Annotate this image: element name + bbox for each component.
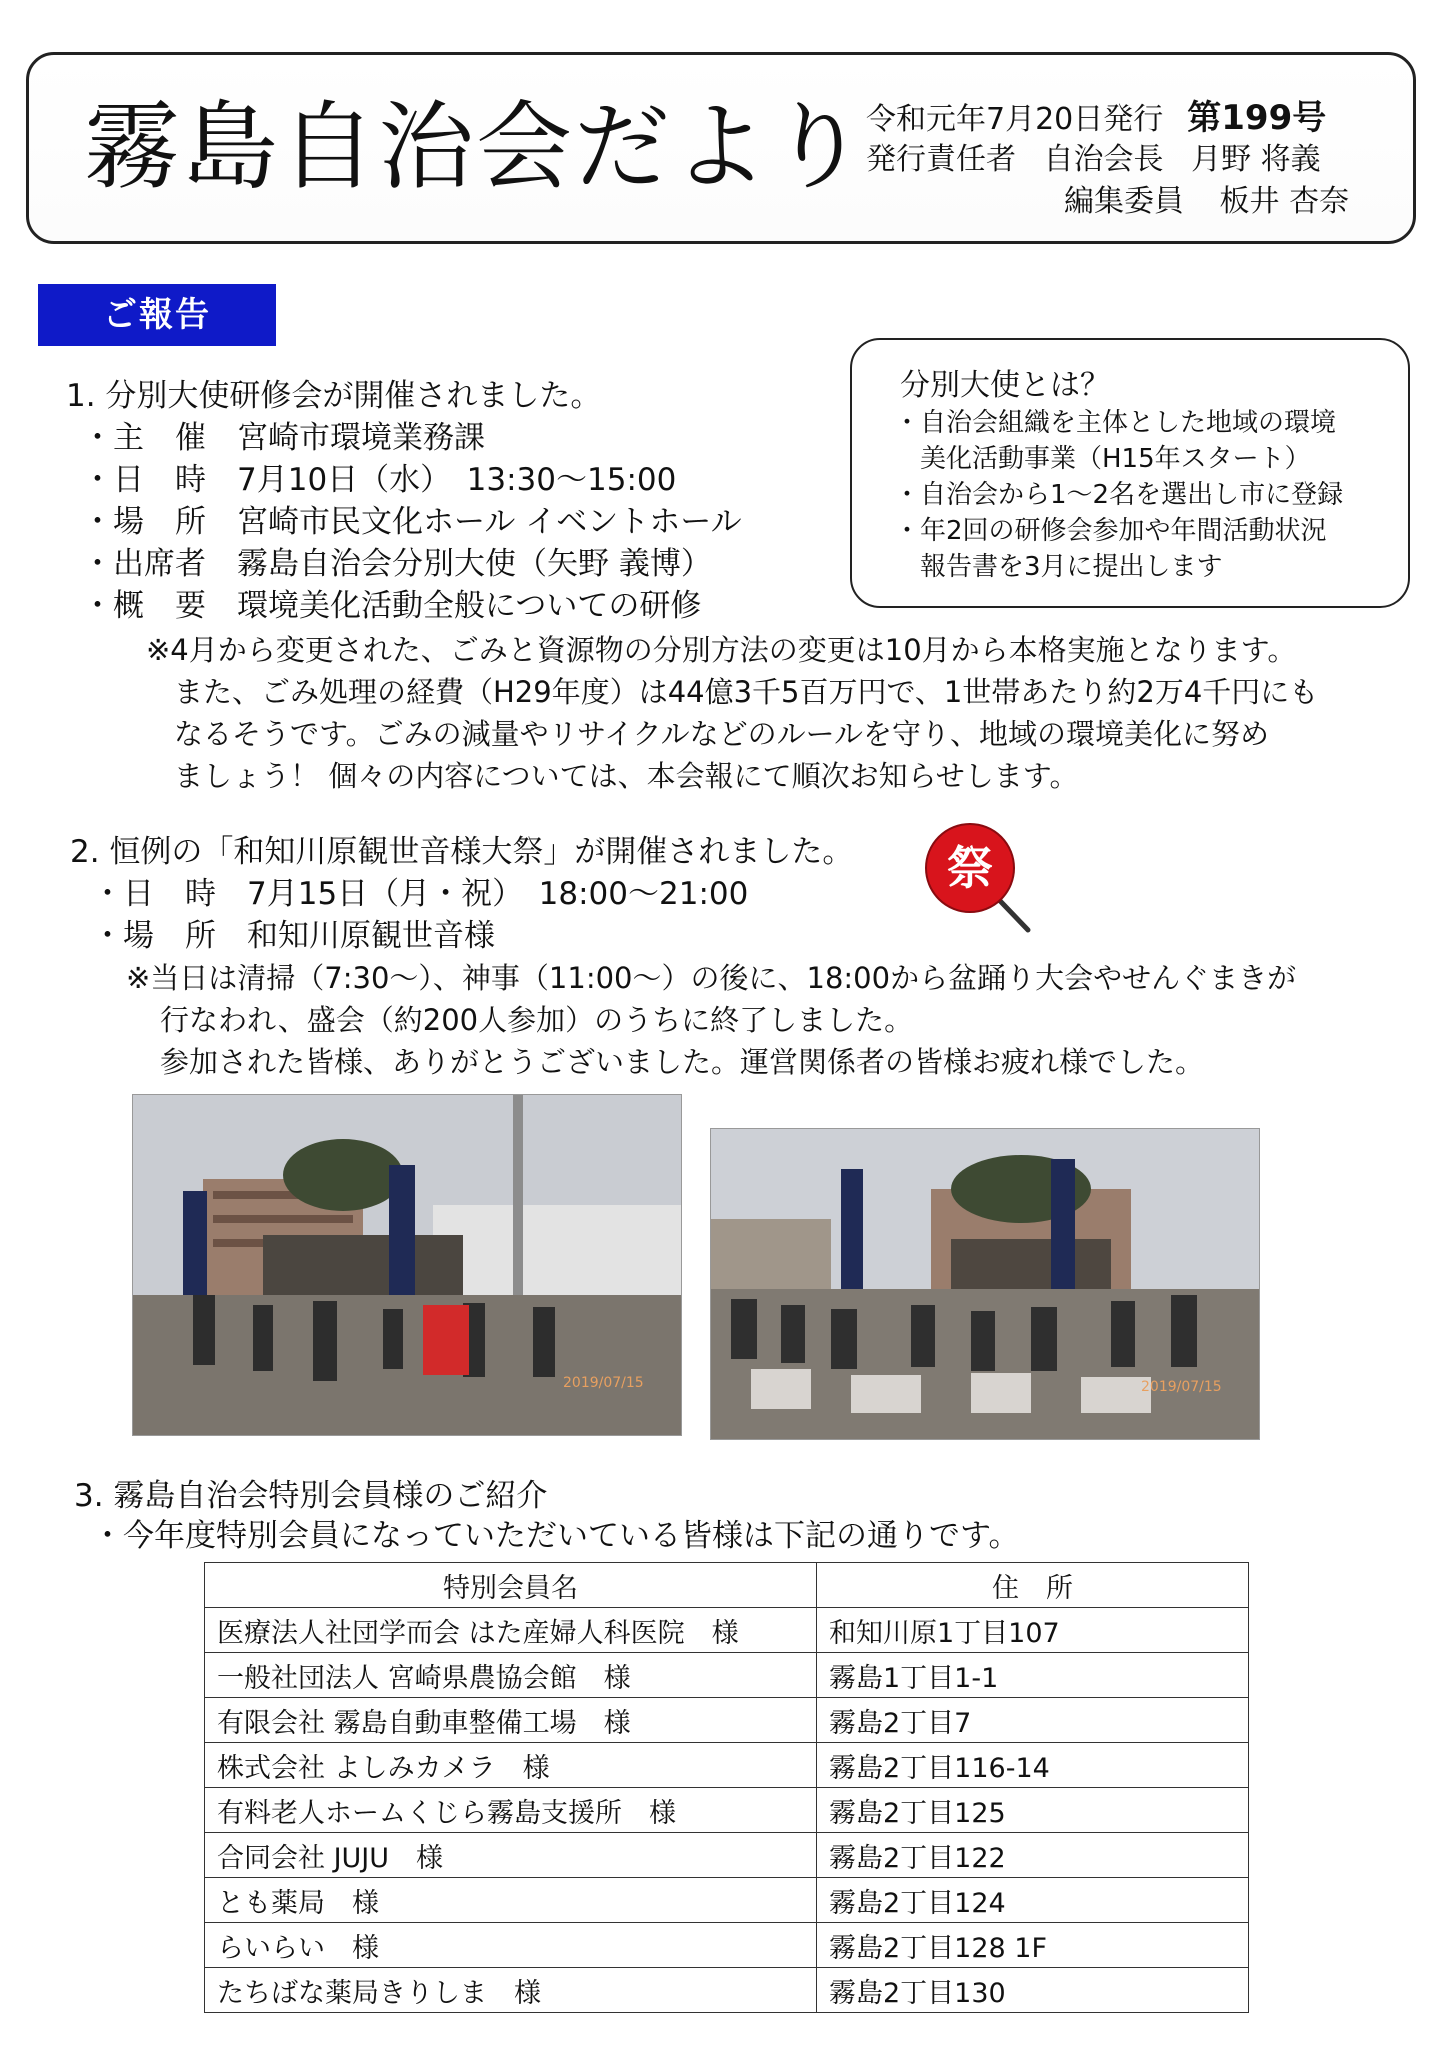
festival-photo-1 xyxy=(132,1094,682,1436)
member-address: 霧島2丁目124 xyxy=(817,1878,1249,1923)
report1-detail: ・主 催 宮崎市環境業務課 xyxy=(82,420,485,456)
report3-subheading: ・今年度特別会員になっていただいている皆様は下記の通りです。 xyxy=(92,1518,1020,1554)
member-address: 霧島2丁目116-14 xyxy=(817,1743,1249,1788)
member-address: 霧島2丁目122 xyxy=(817,1833,1249,1878)
publisher-title: 自治会長 xyxy=(1043,142,1164,177)
publisher-name: 月野 将義 xyxy=(1191,142,1321,177)
report2-heading: 2. 恒例の「和知川原観世音様大祭」が開催されました。 xyxy=(70,834,854,870)
callout-line: ・自治会組織を主体とした地域の環境 xyxy=(894,408,1337,438)
member-name: 株式会社 よしみカメラ 様 xyxy=(205,1743,817,1788)
member-address: 霧島1丁目1-1 xyxy=(817,1653,1249,1698)
festival-photo-2 xyxy=(710,1128,1260,1440)
issue-line xyxy=(866,98,1326,140)
report1-detail: ・概 要 環境美化活動全般についての研修 xyxy=(82,588,702,624)
newsletter-title: 霧島自治会だより xyxy=(84,91,868,203)
photo-date-stamp: 2019/07/15 xyxy=(1141,1379,1222,1395)
table-row xyxy=(205,1878,1249,1923)
table-row xyxy=(205,1968,1249,2013)
issue-number: 第199号 xyxy=(1187,98,1327,138)
fan-kanji: 祭 xyxy=(947,841,993,895)
member-address: 霧島2丁目125 xyxy=(817,1788,1249,1833)
special-members-table xyxy=(204,1562,1249,2013)
table-row xyxy=(205,1653,1249,1698)
member-address: 霧島2丁目7 xyxy=(817,1698,1249,1743)
report2-note: 行なわれ、盛会（約200人参加）のうちに終了しました。 xyxy=(160,1003,914,1037)
publisher-line xyxy=(866,140,1321,180)
photo-date-stamp: 2019/07/15 xyxy=(563,1375,644,1391)
member-address: 霧島2丁目128 1F xyxy=(817,1923,1249,1968)
issue-date: 令和元年7月20日発行 xyxy=(866,102,1164,137)
callout-title: 分別大使とは？ xyxy=(900,368,1110,403)
callout-line: ・自治会から1～2名を選出し市に登録 xyxy=(894,480,1344,510)
report1-heading: 1. 分別大使研修会が開催されました。 xyxy=(66,378,602,414)
table-row xyxy=(205,1923,1249,1968)
report1-detail: ・出席者 霧島自治会分別大使（矢野 義博） xyxy=(82,546,712,582)
editor-line xyxy=(1064,182,1349,222)
report2-detail: ・場 所 和知川原観世音様 xyxy=(92,918,495,954)
member-name: 医療法人社団学而会 はた産婦人科医院 様 xyxy=(205,1608,817,1653)
report2-note: ※当日は清掃（7:30～）、神事（11:00～）の後に、18:00から盆踊り大会やせんぐまきが xyxy=(126,961,1297,995)
report1-detail: ・日 時 7月10日（水） 13:30～15:00 xyxy=(82,462,677,498)
festival-fan-icon xyxy=(920,818,1040,938)
report1-note: なるそうです。ごみの減量やリサイクルなどのルールを守り、地域の環境美化に努め xyxy=(174,717,1270,751)
member-address: 霧島2丁目130 xyxy=(817,1968,1249,2013)
table-row xyxy=(205,1743,1249,1788)
publisher-role: 発行責任者 xyxy=(866,142,1016,177)
member-name: 一般社団法人 宮崎県農協会館 様 xyxy=(205,1653,817,1698)
table-row xyxy=(205,1608,1249,1653)
callout-line: ・年2回の研修会参加や年間活動状況 xyxy=(894,516,1327,546)
report1-note: ※4月から変更された、ごみと資源物の分別方法の変更は10月から本格実施となります。 xyxy=(146,633,1297,667)
editor-name: 板井 杏奈 xyxy=(1219,184,1350,219)
member-name: とも薬局 様 xyxy=(205,1878,817,1923)
table-row xyxy=(205,1788,1249,1833)
table-row xyxy=(205,1698,1249,1743)
report2-detail: ・日 時 7月15日（月・祝） 18:00～21:00 xyxy=(92,876,749,912)
section-tag-report: ご報告 xyxy=(38,284,276,346)
column-header-address: 住 所 xyxy=(817,1563,1249,1608)
table-header-row xyxy=(205,1563,1249,1608)
member-name: たちばな薬局きりしま 様 xyxy=(205,1968,817,2013)
report1-note: また、ごみ処理の経費（H29年度）は44億3千5百万円で、1世帯あたり約2万4千円にも xyxy=(174,675,1319,709)
member-name: 合同会社 JUJU 様 xyxy=(205,1833,817,1878)
member-name: らいらい 様 xyxy=(205,1923,817,1968)
member-name: 有限会社 霧島自動車整備工場 様 xyxy=(205,1698,817,1743)
member-address: 和知川原1丁目107 xyxy=(817,1608,1249,1653)
report2-note: 参加された皆様、ありがとうございました。運営関係者の皆様お疲れ様でした。 xyxy=(160,1045,1205,1079)
editor-role: 編集委員 xyxy=(1064,184,1184,219)
table-row xyxy=(205,1833,1249,1878)
report3-heading: 3. 霧島自治会特別会員様のご紹介 xyxy=(74,1478,548,1514)
report1-detail: ・場 所 宮崎市民文化ホール イベントホール xyxy=(82,504,742,540)
callout-line: 美化活動事業（H15年スタート） xyxy=(894,444,1311,474)
column-header-name: 特別会員名 xyxy=(205,1563,817,1608)
report1-note: ましょう！ 個々の内容については、本会報にて順次お知らせします。 xyxy=(174,759,1079,793)
callout-line: 報告書を3月に提出します xyxy=(894,552,1223,582)
member-name: 有料老人ホームくじら霧島支援所 様 xyxy=(205,1788,817,1833)
